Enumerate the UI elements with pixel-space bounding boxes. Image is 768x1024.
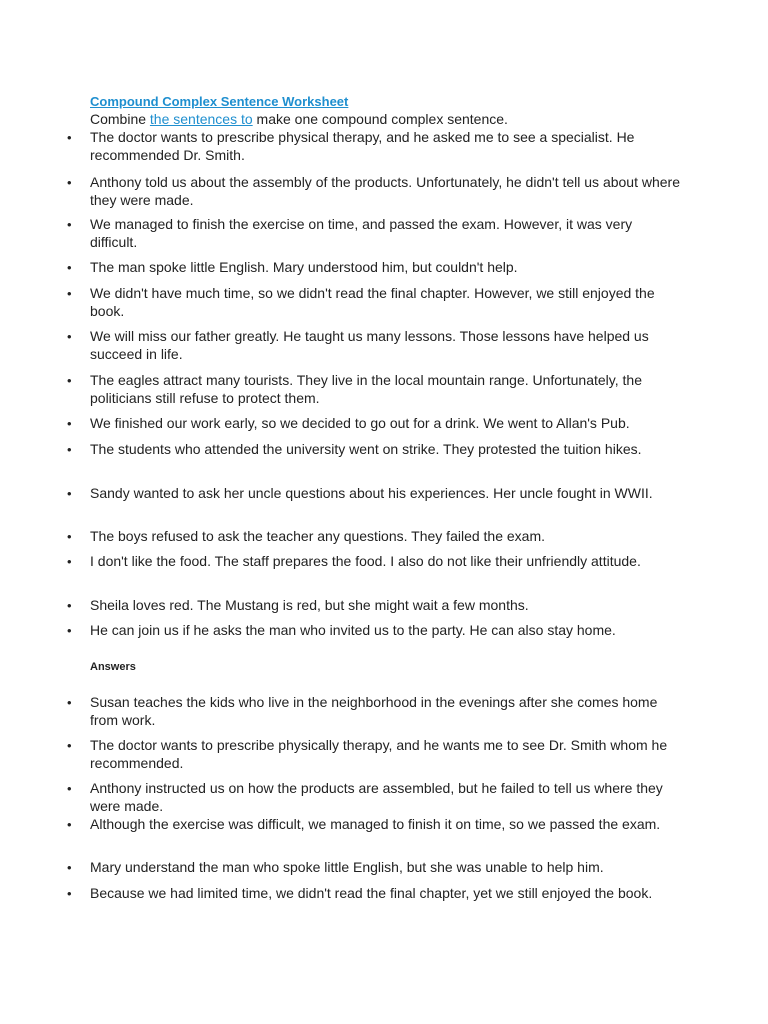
- question-item: [67, 528, 682, 546]
- answer-item-text: Because we had limited time, we didn't read the final chapter, yet we still enjoyed the book.: [90, 885, 653, 901]
- question-item-text: We managed to finish the exercise on time, and passed the exam. However, it was very difficult.: [90, 216, 633, 250]
- question-item: [67, 622, 682, 640]
- bullet-icon: •: [67, 217, 72, 232]
- question-item: [67, 328, 682, 363]
- bullet-icon: •: [67, 329, 72, 344]
- bullet-icon: •: [67, 598, 72, 613]
- answer-item-text: Anthony instructed us on how the products are assembled, but he failed to tell us where they were made.: [90, 780, 663, 814]
- bullet-icon: •: [67, 695, 72, 710]
- bullet-icon: •: [67, 486, 72, 501]
- answer-item: [67, 737, 682, 772]
- question-item-text: We didn't have much time, so we didn't read the final chapter. However, we still enjoyed the book.: [90, 285, 655, 319]
- question-item-text: The doctor wants to prescribe physical therapy, and he asked me to see a specialist. He recommended Dr. Smith.: [90, 129, 635, 163]
- answer-item: [67, 885, 682, 903]
- question-item: [67, 216, 682, 251]
- bullet-icon: •: [67, 175, 72, 190]
- bullet-icon: •: [67, 529, 72, 544]
- bullet-icon: •: [67, 886, 72, 901]
- question-item-text: Sheila loves red. The Mustang is red, but she might wait a few months.: [90, 597, 529, 613]
- bullet-icon: •: [67, 416, 72, 431]
- question-item-text: The eagles attract many tourists. They live in the local mountain range. Unfortunately, the politicians still refuse to protect them.: [90, 372, 642, 406]
- question-item-text: We finished our work early, so we decided to go out for a drink. We went to Allan's Pub.: [90, 415, 630, 431]
- bullet-icon: •: [67, 260, 72, 275]
- bullet-icon: •: [67, 817, 72, 832]
- question-item-text: The students who attended the university went on strike. They protested the tuition hikes.: [90, 441, 642, 457]
- worksheet-title-link[interactable]: Compound Complex Sentence Worksheet: [90, 94, 349, 109]
- instructions-text-start: Combine: [90, 111, 150, 127]
- bullet-icon: •: [67, 442, 72, 457]
- question-item-text: The man spoke little English. Mary understood him, but couldn't help.: [90, 259, 518, 275]
- sentences-link[interactable]: the sentences to: [149, 111, 253, 127]
- bullet-icon: •: [67, 286, 72, 301]
- question-item: [67, 129, 682, 164]
- bullet-icon: •: [67, 554, 72, 569]
- question-item: [67, 174, 682, 209]
- instructions: [90, 111, 508, 128]
- bullet-icon: •: [67, 860, 72, 875]
- bullet-icon: •: [67, 130, 72, 145]
- question-item: [67, 553, 682, 571]
- question-item-text: Sandy wanted to ask her uncle questions about his experiences. Her uncle fought in WWII.: [90, 485, 653, 501]
- answer-item-text: Mary understand the man who spoke little English, but she was unable to help him.: [90, 859, 604, 875]
- answer-item-text: The doctor wants to prescribe physically therapy, and he wants me to see Dr. Smith whom he recommended.: [90, 737, 668, 771]
- question-item-text: The boys refused to ask the teacher any questions. They failed the exam.: [90, 528, 546, 544]
- question-item-text: I don't like the food. The staff prepares the food. I also do not like their unfriendly attitude.: [90, 553, 641, 569]
- question-item: [67, 285, 682, 320]
- question-item: [67, 441, 682, 459]
- answer-item: [67, 816, 682, 834]
- answer-item: [67, 859, 682, 877]
- question-item: [67, 597, 682, 615]
- bullet-icon: •: [67, 623, 72, 638]
- question-item: [67, 415, 682, 433]
- question-item-text: He can join us if he asks the man who invited us to the party. He can also stay home.: [90, 622, 616, 638]
- answer-item-text: Susan teaches the kids who live in the neighborhood in the evenings after she comes home from work.: [90, 694, 658, 728]
- bullet-icon: •: [67, 781, 72, 796]
- answer-item-text: Although the exercise was difficult, we managed to finish it on time, so we passed the exam.: [90, 816, 661, 832]
- question-item-text: We will miss our father greatly. He taught us many lessons. Those lessons have helped us succeed in life.: [90, 328, 649, 362]
- question-item: [67, 485, 682, 503]
- question-item: [67, 259, 682, 277]
- question-item: [67, 372, 682, 407]
- answers-heading: Answers: [90, 661, 136, 673]
- bullet-icon: •: [67, 738, 72, 753]
- question-item-text: Anthony told us about the assembly of the products. Unfortunately, he didn't tell us about where they were made.: [90, 174, 680, 208]
- answer-item: [67, 780, 682, 815]
- answer-item: [67, 694, 682, 729]
- bullet-icon: •: [67, 373, 72, 388]
- instructions-text-end: make one compound complex sentence.: [252, 111, 508, 127]
